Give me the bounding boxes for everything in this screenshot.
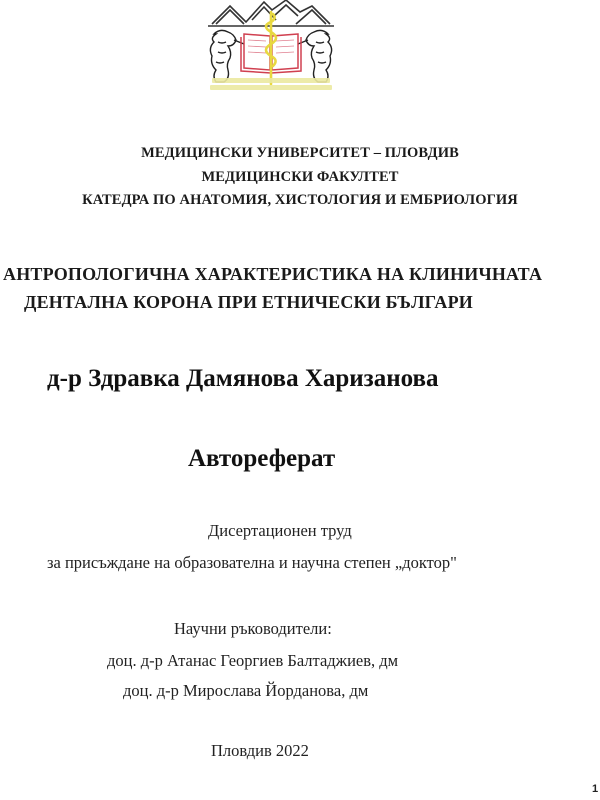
author-name: д-р Здравка Дамянова Харизанова bbox=[47, 365, 439, 392]
document-type: Автореферат bbox=[188, 445, 336, 472]
medical-university-emblem-icon bbox=[204, 0, 338, 92]
supervisor-name: доц. д-р Атанас Георгиев Балтаджиев, дм bbox=[107, 651, 399, 670]
supervisors-label: Научни ръководители: bbox=[174, 619, 332, 638]
page-number: 1 bbox=[592, 783, 599, 795]
supervisor-name: доц. д-р Мирослава Йорданова, дм bbox=[123, 681, 369, 700]
degree-statement: за присъждане на образователна и научна степен „доктор" bbox=[47, 553, 457, 572]
place-year: Пловдив 2022 bbox=[211, 741, 309, 760]
dissertation-title-line-2: ДЕНТАЛНА КОРОНА ПРИ ЕТНИЧЕСКИ БЪЛГАРИ bbox=[24, 292, 473, 312]
dissertation-label: Дисертационен труд bbox=[208, 521, 352, 540]
dissertation-title-line-1: АНТРОПОЛОГИЧНА ХАРАКТЕРИСТИКА НА КЛИНИЧНАТА bbox=[3, 264, 543, 284]
university-logo bbox=[204, 0, 338, 92]
university-name: МЕДИЦИНСКИ УНИВЕРСИТЕТ – ПЛОВДИВ bbox=[141, 145, 459, 161]
department-name: КАТЕДРА ПО АНАТОМИЯ, ХИСТОЛОГИЯ И ЕМБРИОЛОГИЯ bbox=[82, 192, 518, 208]
faculty-name: МЕДИЦИНСКИ ФАКУЛТЕТ bbox=[201, 169, 399, 185]
